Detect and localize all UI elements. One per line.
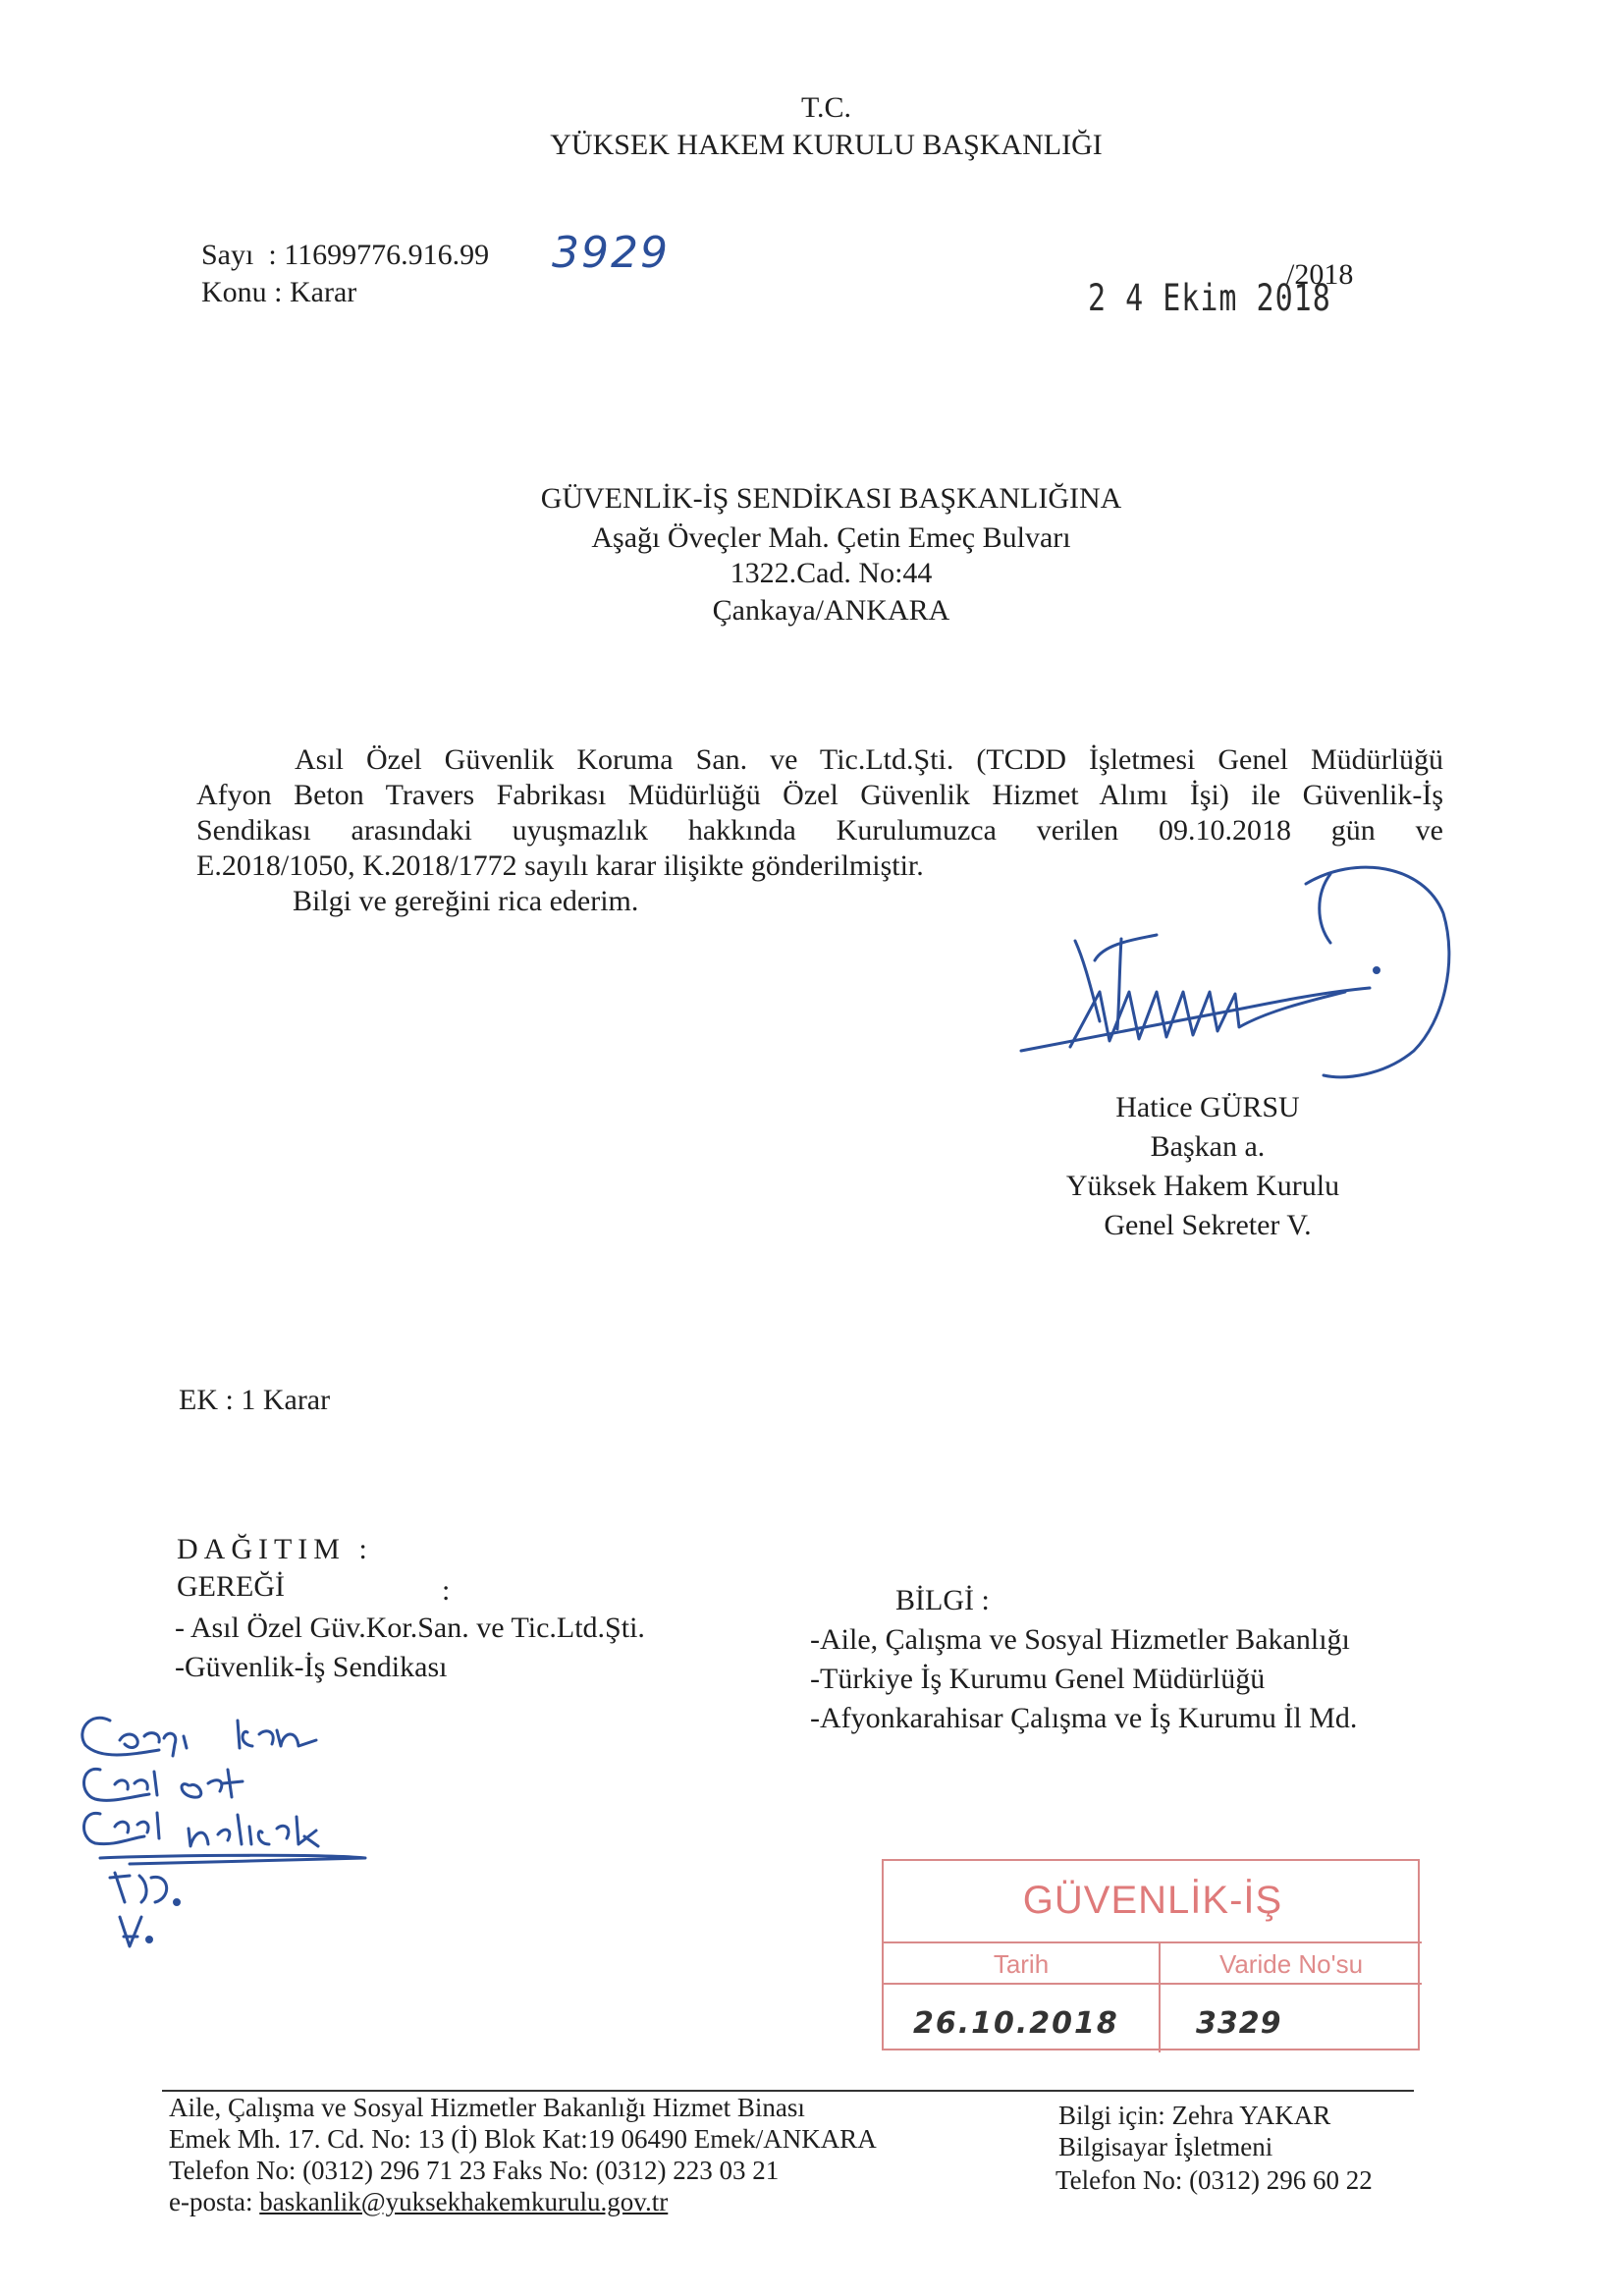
- body-line: Asıl Özel Güvenlik Koruma San. ve Tic.Ltd.Şti. (TCDD İşletmesi Genel Müdürlüğü: [295, 743, 1443, 776]
- konu-label: Konu: [201, 276, 267, 308]
- sayi-line: Sayı : 11699776.916.99: [201, 239, 490, 271]
- bilgi-item: -Aile, Çalışma ve Sosyal Hizmetler Bakanlığı: [810, 1623, 1350, 1656]
- geregi-label: GEREĞİ: [177, 1570, 285, 1603]
- addressee-line-1: GÜVENLİK-İŞ SENDİKASI BAŞKANLIĞINA: [540, 482, 1122, 515]
- distribution-heading: DAĞITIM :: [177, 1533, 373, 1565]
- addressee-line-4: Çankaya/ANKARA: [712, 594, 950, 627]
- sayi-value: 11699776.916.99: [284, 239, 490, 271]
- body-closing: Bilgi ve gereğini rica ederim.: [293, 885, 639, 917]
- bilgi-item: -Afyonkarahisar Çalışma ve İş Kurumu İl Md.: [810, 1702, 1358, 1734]
- stamp-tarih-value: 26.10.2018: [913, 2006, 1119, 2041]
- body-line: Afyon Beton Travers Fabrikası Müdürlüğü Özel Güvenlik Hizmet Alımı İşi) ile Güvenlik-İş: [196, 779, 1443, 811]
- footer-contact-name: Bilgi için: Zehra YAKAR: [1058, 2101, 1331, 2130]
- geregi-item: - Asıl Özel Güv.Kor.San. ve Tic.Ltd.Şti.: [175, 1612, 645, 1644]
- geregi-colon: :: [442, 1574, 451, 1607]
- footer-address-line-1: Aile, Çalışma ve Sosyal Hizmetler Bakanlığı Hizmet Binası: [169, 2093, 805, 2122]
- footer-phone-fax: Telefon No: (0312) 296 71 23 Faks No: (0312) 223 03 21: [169, 2156, 780, 2185]
- signature-scribble: [982, 845, 1453, 1100]
- konu-value: Karar: [290, 276, 357, 308]
- attachment-value: : 1 Karar: [225, 1384, 331, 1416]
- body-line: Sendikası arasındaki uyuşmazlık hakkında Kurulumuzca verilen 09.10.2018 gün ve: [196, 814, 1443, 847]
- handwritten-note: [71, 1701, 483, 1956]
- signatory-name: Hatice GÜRSU: [1115, 1091, 1300, 1123]
- stamp-title: GÜVENLİK-İŞ: [1022, 1879, 1283, 1922]
- footer-email-link[interactable]: baskanlik@yuksekhakemkurulu.gov.tr: [259, 2187, 669, 2216]
- footer-email-line: [169, 2186, 668, 2217]
- footer-contact-phone: Telefon No: (0312) 296 60 22: [1055, 2165, 1373, 2195]
- stamp-varide-label: Varide No'su: [1218, 1949, 1364, 1979]
- footer-address-line-2: Emek Mh. 17. Cd. No: 13 (İ) Blok Kat:19 06490 Emek/ANKARA: [169, 2124, 877, 2154]
- stamp-divider: [884, 1983, 1422, 1985]
- stamp-tarih-label: Tarih: [993, 1949, 1050, 1979]
- body-line: E.2018/1050, K.2018/1772 sayılı karar ilişikte gönderilmiştir.: [196, 849, 924, 882]
- bilgi-label: BİLGİ :: [895, 1584, 990, 1616]
- stamp-divider: [884, 1941, 1422, 1943]
- footer-email-label: e-posta:: [169, 2187, 260, 2216]
- sayi-label: Sayı: [201, 239, 254, 271]
- geregi-item: -Güvenlik-İş Sendikası: [175, 1651, 448, 1683]
- header-organization: YÜKSEK HAKEM KURULU BAŞKANLIĞI: [550, 129, 1103, 161]
- signatory-title-1: Başkan a.: [1150, 1130, 1266, 1163]
- date-year: /2018: [1286, 258, 1354, 291]
- date-stamp: 2 4 Ekim 2018: [1088, 277, 1331, 320]
- signatory-title-2: Yüksek Hakem Kurulu: [1065, 1170, 1340, 1202]
- stamp-varide-value: 3329: [1196, 2006, 1282, 2041]
- attachment-label: EK: [179, 1384, 218, 1416]
- addressee-line-2: Aşağı Öveçler Mah. Çetin Emeç Bulvarı: [591, 521, 1071, 554]
- received-stamp: [882, 1859, 1420, 2050]
- attachment: [179, 1383, 330, 1418]
- konu-line: Konu : Karar: [201, 276, 357, 308]
- addressee-line-3: 1322.Cad. No:44: [730, 557, 933, 589]
- header-tc: T.C.: [800, 91, 852, 124]
- footer-contact-title: Bilgisayar İşletmeni: [1058, 2132, 1273, 2161]
- signatory-title-3: Genel Sekreter V.: [1104, 1209, 1312, 1241]
- bilgi-item: -Türkiye İş Kurumu Genel Müdürlüğü: [810, 1663, 1266, 1695]
- handwritten-number: 3929: [552, 228, 670, 278]
